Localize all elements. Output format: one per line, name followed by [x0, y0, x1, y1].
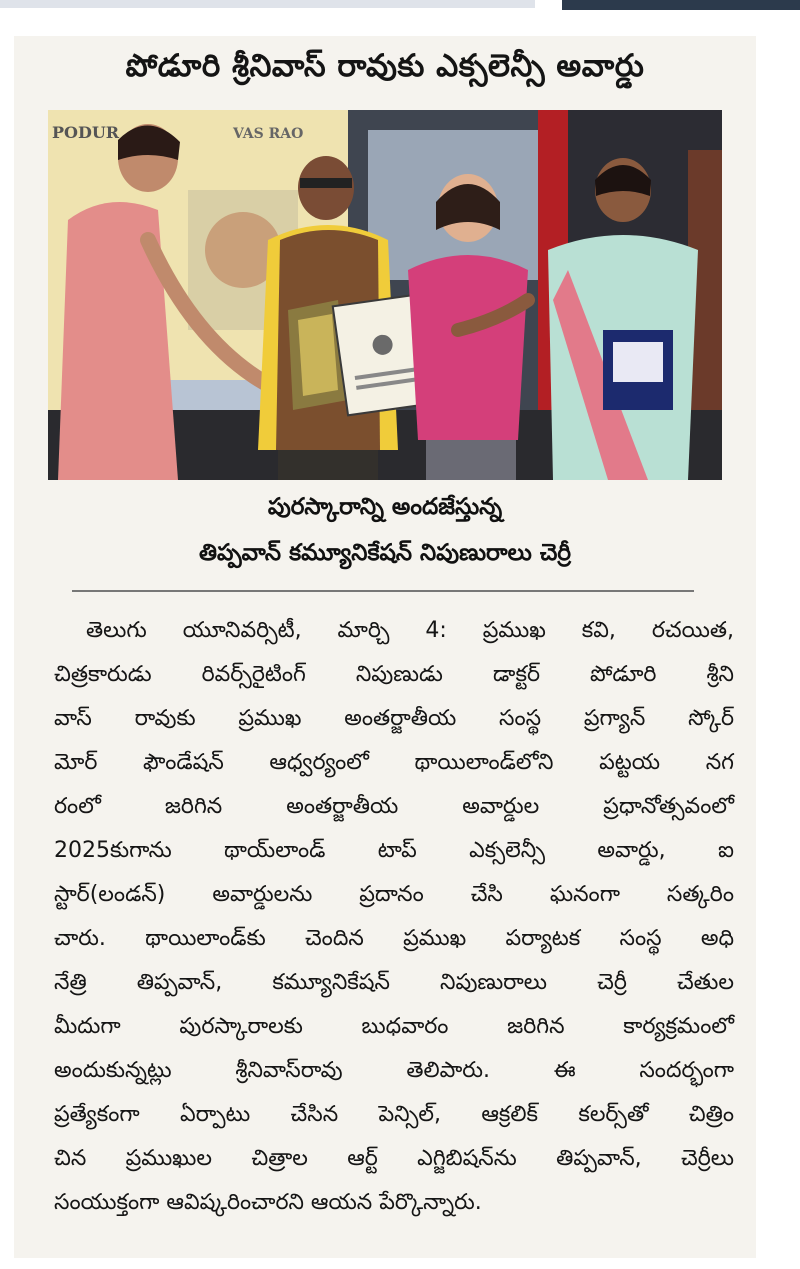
body-line: మీదుగా పురస్కారాలకు బుధవారం జరిగిన కార్యక్రమంలో [54, 1014, 734, 1039]
body-line: చారు. థాయిలాండ్‌కు చెందిన ప్రముఖ పర్యాటక సంస్థ అధి [54, 926, 734, 951]
body-line: మోర్ ఫౌండేషన్ ఆధ్వర్యంలో థాయిలాండ్‌లోని పట్టయ నగ [54, 750, 734, 775]
award-photo [48, 110, 722, 480]
poster-text-left: PODUR [52, 123, 120, 142]
headline: పోడూరి శ్రీనివాస్ రావుకు ఎక్సలెన్సీ అవార్డు [125, 48, 645, 84]
body-line: చిత్రకారుడు రివర్స్‌రైటింగ్ నిపుణుడు డాక్టర్ పోడూరి శ్రీని [54, 662, 734, 687]
body-line: చిన ప్రముఖుల చిత్రాల ఆర్ట్ ఎగ్జిబిషన్‌ను తిప్పవాన్, చెర్రీలు [54, 1146, 734, 1171]
body-line-last: సంయుక్తంగా ఆవిష్కరించారని ఆయన పేర్కొన్నారు. [54, 1190, 482, 1215]
top-strip-dark [562, 0, 800, 10]
award-photo-illustration [48, 110, 722, 480]
poster-text-right: VAS RAO [233, 126, 304, 142]
body-line: రంలో జరిగిన అంతర్జాతీయ అవార్డుల ప్రధానోత్సవంలో [54, 794, 734, 819]
body-line: ప్రత్యేకంగా ఏర్పాటు చేసిన పెన్సిల్, ఆక్రలిక్ కలర్స్‌తో చిత్రిం [54, 1102, 734, 1127]
body-line: నేత్రి తిప్పవాన్, కమ్యూనికేషన్ నిపుణురాలు చెర్రీ చేతుల [54, 970, 734, 995]
caption-divider [72, 590, 694, 592]
photo-caption-line-2: తిప్పవాన్ కమ్యూనికేషన్ నిపుణురాలు చెర్రీ [198, 540, 572, 566]
body-line: 2025కుగాను థాయ్‌లాండ్ టాప్ ఎక్సలెన్సీ అవార్డు, ఐ [54, 838, 734, 863]
body-line: స్టార్(లండన్) అవార్డులను ప్రదానం చేసి ఘనంగా సత్కరిం [54, 882, 734, 907]
newspaper-clipping [14, 36, 756, 1258]
body-line: తెలుగు యూనివర్సిటీ, మార్చి 4: ప్రముఖ కవి, రచయిత, [86, 618, 734, 643]
top-strip-light [0, 0, 535, 8]
body-line: వాస్ రావుకు ప్రముఖ అంతర్జాతీయ సంస్థ ప్రగ్యాన్ స్కోర్ [54, 706, 734, 731]
photo-caption-line-1: పురస్కారాన్ని అందజేస్తున్న [267, 494, 503, 520]
body-line: అందుకున్నట్లు శ్రీనివాస్‌రావు తెలిపారు. ఈ సందర్భంగా [54, 1058, 734, 1083]
